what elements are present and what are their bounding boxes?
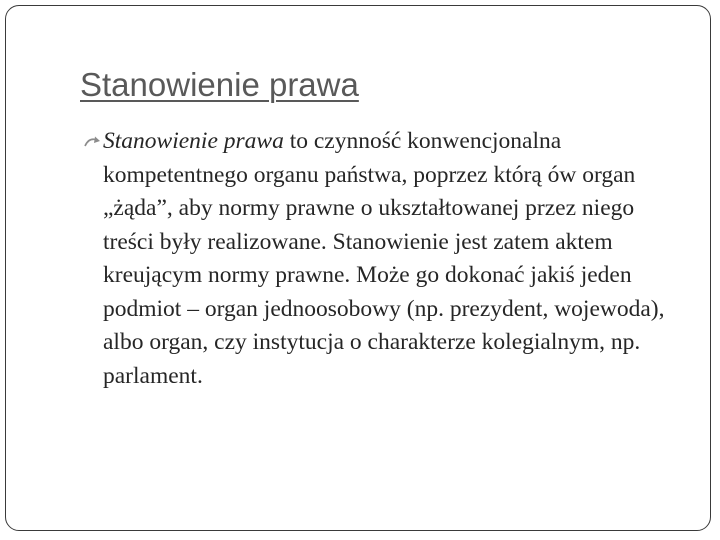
slide-body <box>81 125 681 393</box>
bullet-item <box>81 125 681 393</box>
curved-arrow-bullet-icon <box>83 135 103 149</box>
bullet-term: Stanowienie prawa <box>103 128 284 154</box>
bullet-text: to czynność konwencjonalna kompetentnego organu państwa, poprzez którą ów organ „żąda”, aby normy prawne o ukształtowanej przez niego treści były realizowane. Stanowienie jest zatem aktem kreującym normy prawne. Może go dokonać jakiś jeden podmiot – organ jednoosobowy (np. prezydent, wojewoda), albo organ, czy instytucja o charakterze kolegialnym, np. parlament. <box>103 128 665 389</box>
slide-title: Stanowienie prawa <box>80 66 359 103</box>
slide-frame <box>5 5 711 531</box>
